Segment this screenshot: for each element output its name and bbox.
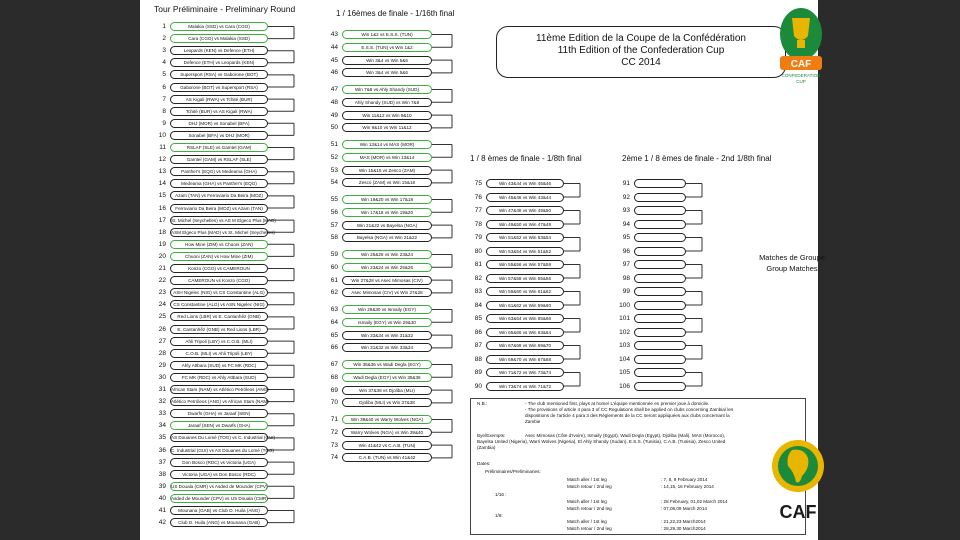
edition-title-box bbox=[496, 26, 786, 78]
r16b-match-box-number: 101 bbox=[619, 315, 630, 322]
r32-match-box-number: 65 bbox=[330, 331, 338, 339]
preliminary-match-box-number: 34 bbox=[158, 422, 166, 430]
preliminary-match-box: Gaborone (BOT) vs Supersport (RSA) bbox=[170, 83, 268, 92]
r16-match-box-number: 78 bbox=[474, 220, 482, 228]
preliminary-match-box-number: 1 bbox=[162, 23, 166, 30]
preliminary-match-box-number: 29 bbox=[158, 361, 166, 369]
r32-match-box-number: 71 bbox=[330, 416, 338, 423]
r32-match-box: Win 31&32 vs Win 33&34 bbox=[342, 343, 432, 352]
r16-match-box-number: 90 bbox=[474, 382, 482, 390]
r16b-empty-slot bbox=[634, 314, 686, 323]
preliminary-match-box: Chuoni (ZAN) vs How Mine (ZIM) bbox=[170, 252, 268, 261]
r32-match-box-number: 52 bbox=[330, 153, 338, 161]
r32-match-box: Wadi Degla (EGY) vs Win 35&36 bbox=[342, 373, 432, 382]
r32-match-box-number: 63 bbox=[330, 306, 338, 313]
r16b-empty-slot bbox=[634, 382, 686, 391]
r32-match-box-number: 58 bbox=[330, 234, 338, 242]
preliminary-match-box-number: 12 bbox=[158, 156, 166, 164]
preliminary-match-box-number: 32 bbox=[158, 398, 166, 406]
r16-match-box: Win 73&74 vs Win 71&72 bbox=[486, 382, 564, 391]
r16b-match-box-number: 105 bbox=[619, 369, 630, 376]
r16-match-box-number: 75 bbox=[474, 180, 482, 187]
r16-match-box: Win 59&60 vs Win 61&62 bbox=[486, 287, 564, 296]
preliminary-match-box: Ahli Tripoli (LBY) vs C.O.B. (MLI) bbox=[170, 337, 268, 346]
caf-confederation-cup-logo bbox=[778, 6, 824, 90]
preliminary-match-box-number: 4 bbox=[162, 59, 166, 67]
r32-match-box: Win 11&12 vs Win 9&10 bbox=[342, 111, 432, 120]
preliminary-match-box: Tchité (BUR) vs AS Kigali (RWA) bbox=[170, 107, 268, 116]
r16-match-box-number: 89 bbox=[474, 369, 482, 376]
r32-match-box-number: 46 bbox=[330, 69, 338, 77]
r16-match-box-number: 86 bbox=[474, 328, 482, 336]
preliminary-match-box: Ferroviario Da Beira (MOZ) vs Azam (TAN) bbox=[170, 204, 268, 213]
r32-match-box-number: 44 bbox=[330, 43, 338, 51]
r32-match-box: Win 25&26 vs Win 23&24 bbox=[342, 250, 432, 259]
r32-match-box-number: 59 bbox=[330, 251, 338, 258]
r32-match-box-number: 68 bbox=[330, 373, 338, 381]
preliminary-match-box: US Douala (CMR) vs Asded de Mounder (CPV) bbox=[171, 483, 268, 489]
r16b-empty-slot bbox=[634, 328, 686, 337]
r16-match-box: Win 69&70 vs Win 67&68 bbox=[486, 355, 564, 364]
r32-match-box: Win 41&42 vs C.A.B. (TUN) bbox=[342, 441, 432, 450]
preliminary-match-box: C.O.B. (MLI) vs Ahli Tripoli (LBY) bbox=[170, 349, 268, 358]
r32-match-box: MAS (MOR) vs Win 13&14 bbox=[342, 153, 432, 162]
r16b-match-box-number: 106 bbox=[619, 382, 630, 390]
r16-match-box: Win 61&62 vs Win 59&60 bbox=[486, 301, 564, 310]
r16b-match-box-number: 91 bbox=[622, 180, 630, 187]
logo-top-sub1: CONFEDERATION bbox=[781, 73, 821, 78]
r16b-empty-slot bbox=[634, 193, 686, 202]
preliminary-match-box: Gamtel (GAM) vs RSLAF (SLE) bbox=[170, 155, 268, 164]
bye-label: Bye/Exempts: bbox=[477, 433, 506, 438]
r16b-match-box-number: 102 bbox=[619, 328, 630, 336]
preliminary-match-box-number: 42 bbox=[158, 519, 166, 527]
r32-leg1-date: : 28 February, 01,02 March 2014 bbox=[661, 499, 728, 504]
bracket-sheet bbox=[140, 0, 825, 540]
r32-match-box-number: 61 bbox=[330, 276, 338, 284]
r32-match-box: Warry Wolves (NGA) vs Win 39&40 bbox=[342, 428, 432, 437]
r32-match-box-number: 54 bbox=[330, 179, 338, 187]
r16b-match-box-number: 92 bbox=[622, 193, 630, 201]
preliminary-match-box: C. Industrial (GUI) vs AS Douanes du Lomé (TOG) bbox=[171, 447, 275, 453]
preliminary-match-box-number: 40 bbox=[158, 494, 166, 502]
r16-leg2: Match retour / 2nd leg bbox=[567, 526, 612, 531]
preliminary-match-box: FC MK (RDC) vs Ahly Attbara (SUD) bbox=[170, 373, 268, 382]
r32-match-box-number: 67 bbox=[330, 361, 338, 368]
r32-leg2-date: : 07,08,09 March 2014 bbox=[661, 506, 707, 511]
r16b-empty-slot bbox=[634, 260, 686, 269]
preliminary-match-box: Ahly Attbara (SUD) vs FC MK (RDC) bbox=[170, 361, 268, 370]
r32-match-box: Win 29&30 vs Ismaily (EGY) bbox=[342, 305, 432, 314]
r16-match-box-number: 79 bbox=[474, 234, 482, 241]
nb-label: N.B.: bbox=[477, 401, 488, 406]
preliminary-match-box-number: 5 bbox=[162, 71, 166, 79]
title-line-english: 11th Edition of the Confederation Cup bbox=[557, 45, 725, 56]
r32-match-box: Ahly Shandy (SUD) vs Win 7&8 bbox=[342, 98, 432, 107]
preliminary-match-box-number: 26 bbox=[158, 325, 166, 333]
r16-match-box-number: 85 bbox=[474, 315, 482, 322]
preliminary-match-box: Supersport (RSA) vs Gaborone (BOT) bbox=[170, 70, 268, 79]
preliminary-match-box: Defence (ETH) vs Leopards (KEN) bbox=[170, 58, 268, 67]
r32-match-box-number: 43 bbox=[330, 31, 338, 38]
preliminary-match-box-number: 37 bbox=[158, 458, 166, 466]
r32-leg1: Match aller / 1st leg bbox=[567, 499, 607, 504]
logo-trophy-icon bbox=[792, 18, 810, 40]
r16-match-box: Win 47&48 vs Win 49&50 bbox=[486, 206, 564, 215]
preliminary-match-box: Konzo (CGO) vs CAMEROUN bbox=[170, 264, 268, 273]
r32-match-box: Bayelsa (NGA) vs Win 21&22 bbox=[342, 233, 432, 242]
r32-match-box-number: 56 bbox=[330, 208, 338, 216]
title-line-year: CC 2014 bbox=[621, 57, 661, 68]
group-matches-english: Group Matches bbox=[766, 264, 818, 273]
r32-header: 1 / 16èmes de finale - 1/16th final bbox=[336, 9, 455, 18]
r16-match-box-number: 82 bbox=[474, 274, 482, 282]
preliminary-match-box: CS Constantine (ALG) vs ASN Nigelec (NIG) bbox=[170, 300, 268, 309]
preliminary-match-box: Azam (TAN) vs Ferroviario Da Beira (MOZ) bbox=[170, 191, 268, 200]
r32-match-box: Win 39&40 vs Warry Wolves (NGA) bbox=[342, 415, 432, 424]
r16-match-box: Win 57&58 vs Win 55&56 bbox=[486, 274, 564, 283]
r32-match-box-number: 72 bbox=[330, 428, 338, 436]
preliminary-match-box: RSLAF (SLE) vs Gamtel (GAM) bbox=[170, 143, 268, 152]
preliminary-match-box: Club D. Huila (ANG) vs Mounana (GAB) bbox=[170, 518, 268, 527]
r32-match-box-number: 51 bbox=[330, 141, 338, 148]
r32-leg2: Match retour / 2nd leg bbox=[567, 506, 612, 511]
preliminary-match-box: Malakia (SSD) vs Cara (CGO) bbox=[170, 22, 268, 31]
title-line-french: 11ème Edition de la Coupe de la Confédération bbox=[536, 33, 746, 44]
dates-label: Dates: bbox=[477, 461, 491, 466]
preliminary-match-box-number: 11 bbox=[159, 144, 166, 151]
r32-match-box-number: 57 bbox=[330, 221, 338, 229]
r16-match-box-number: 84 bbox=[474, 301, 482, 309]
r16-match-box: Win 51&52 vs Win 53&54 bbox=[486, 233, 564, 242]
preliminary-match-box-number: 31 bbox=[158, 386, 166, 393]
preliminary-match-box: ASH Nigelec (NIG) vs CS Constantine (ALG) bbox=[170, 288, 268, 297]
r32-match-box: Zesco (ZAM) vs Win 15&16 bbox=[342, 178, 432, 187]
r32-match-box: Win 33&34 vs Win 31&32 bbox=[342, 331, 432, 340]
r32-match-box-number: 70 bbox=[330, 399, 338, 407]
r16-match-box: Win 65&66 vs Win 63&64 bbox=[486, 328, 564, 337]
r16-match-box: Win 67&68 vs Win 69&70 bbox=[486, 341, 564, 350]
preliminary-match-box-number: 17 bbox=[158, 216, 166, 224]
nb-line-1: - The club mentioned first, plays at home/ L'équipe mentionnée en premier joue à domicile. bbox=[525, 401, 710, 406]
r32-match-box: Win 7&8 vs Ahly Shandy (SUD) bbox=[342, 85, 432, 94]
preliminary-match-box-number: 21 bbox=[158, 265, 166, 272]
r32-match-box: Win 23&24 vs Win 25&26 bbox=[342, 263, 432, 272]
group-matches-label bbox=[752, 252, 832, 274]
preliminary-match-box-number: 9 bbox=[162, 119, 166, 127]
r32-dates-label: 1/16 : bbox=[495, 492, 507, 497]
r16b-empty-slot bbox=[634, 355, 686, 364]
preliminary-match-box: Mounana (GAB) vs Club D. Huila (ANG) bbox=[170, 506, 268, 515]
r32-match-box-number: 74 bbox=[330, 454, 338, 462]
preliminary-match-box-number: 35 bbox=[158, 434, 166, 442]
r32-match-box: Win 17&18 vs Win 19&20 bbox=[342, 208, 432, 217]
logo-bottom-caf-text: CAF bbox=[779, 502, 817, 522]
r16b-empty-slot bbox=[634, 220, 686, 229]
preliminary-match-box-number: 8 bbox=[162, 107, 166, 115]
preliminary-match-box: E. Cantanhêz (GNB) vs Red Lions (LBR) bbox=[170, 325, 268, 334]
r16-match-box-number: 81 bbox=[474, 261, 482, 268]
bye-line-1: Asec Mimosas (Côte d'Ivoire), Ismaily (Egypt), Wadi Degla (Egypt), Djoliba (Mali), MAS (Morocco), bbox=[525, 433, 726, 438]
r16b-empty-slot bbox=[634, 247, 686, 256]
preliminary-match-box-number: 2 bbox=[162, 35, 166, 43]
r16b-match-box-number: 93 bbox=[622, 207, 630, 214]
preliminary-match-box: St. Michel (Seychelles) vs AS M Elgeco Plus (MAD) bbox=[171, 217, 276, 223]
logo-top-sub2: CUP bbox=[796, 79, 806, 84]
nb-line-4: Zambie bbox=[525, 419, 541, 424]
preliminary-match-box: Don Bosco (RDC) vs Victoria (UGA) bbox=[170, 458, 268, 467]
r16-match-box-number: 80 bbox=[474, 247, 482, 255]
r16-leg1: Match aller / 1st leg bbox=[567, 519, 607, 524]
r16b-empty-slot bbox=[634, 287, 686, 296]
preliminary-match-box-number: 27 bbox=[158, 337, 166, 345]
preliminary-match-box-number: 33 bbox=[158, 410, 166, 418]
preliminary-match-box-number: 7 bbox=[162, 95, 166, 103]
nb-line-2: - The provisions of article 4 para 3 of CC Regulations shall be applied on clubs concerning Zambia/ les bbox=[525, 407, 734, 412]
r16-match-box: Win 63&64 vs Win 65&66 bbox=[486, 314, 564, 323]
r32-match-box: Win 13&14 vs MAS (MOR) bbox=[342, 140, 432, 149]
r16b-header: 2ème 1 / 8 èmes de finale - 2nd 1/8th final bbox=[622, 154, 772, 163]
preliminary-match-box-number: 20 bbox=[158, 252, 166, 260]
r16-match-box-number: 77 bbox=[474, 207, 482, 214]
preliminary-match-box-number: 16 bbox=[158, 204, 166, 212]
preliminary-match-box-number: 22 bbox=[158, 277, 166, 285]
preliminary-match-box: Medeama (GHA) vs Panther's (EQG) bbox=[170, 179, 268, 188]
r32-match-box-number: 45 bbox=[330, 56, 338, 64]
r32-match-box: Win 37&38 vs Djoliba (MLI) bbox=[342, 386, 432, 395]
r32-match-box-number: 73 bbox=[330, 441, 338, 449]
preliminary-match-box-number: 3 bbox=[162, 47, 166, 55]
r16b-match-box-number: 100 bbox=[619, 301, 630, 309]
r16b-match-box-number: 103 bbox=[619, 342, 630, 349]
bye-line-3: (Zambia) bbox=[477, 445, 496, 450]
r32-match-box-number: 48 bbox=[330, 98, 338, 106]
r16b-match-box-number: 99 bbox=[622, 288, 630, 295]
preliminary-match-box-number: 23 bbox=[158, 289, 166, 297]
preliminary-match-box: Jaraaf (SEN) vs Dwarfs (GHA) bbox=[170, 421, 268, 430]
r16-match-box-number: 76 bbox=[474, 193, 482, 201]
preliminary-match-box-number: 39 bbox=[158, 482, 166, 490]
preliminary-match-box-number: 38 bbox=[158, 470, 166, 478]
preliminary-match-box: Dwarfs (GHA) vs Jaraaf (SEN) bbox=[170, 409, 268, 418]
preliminary-match-box-number: 14 bbox=[158, 180, 166, 188]
r32-match-box: Djoliba (MLI) vs Win 37&38 bbox=[342, 398, 432, 407]
r32-match-box: C.A.B. (TUN) vs Win 41&42 bbox=[342, 453, 432, 462]
r32-match-box: Win 35&36 vs Wadi Degla (EGY) bbox=[342, 360, 432, 369]
r32-match-box: Ismaily (EGY) vs Win 29&30 bbox=[342, 318, 432, 327]
r32-match-box-number: 66 bbox=[330, 344, 338, 352]
r32-match-box: Win 3&4 vs Win 5&6 bbox=[342, 56, 432, 65]
r16b-match-box-number: 94 bbox=[622, 220, 630, 228]
preliminary-match-box: Victoria (UGA) vs Don Bosco (RDC) bbox=[170, 470, 268, 479]
preliminary-match-box: AS Douanes Du Lomé (TOG) vs C. Industrial (GUI) bbox=[171, 435, 276, 441]
r16-leg2-date: : 28,29,30 March2014 bbox=[661, 526, 706, 531]
preliminary-match-box: CAMEROUN vs Konzo (CGO) bbox=[170, 276, 268, 285]
r32-match-box: Win 9&10 vs Win 11&12 bbox=[342, 123, 432, 132]
r16b-match-box-number: 97 bbox=[622, 261, 630, 268]
r32-match-box: Win 15&16 vs Zesco (ZAM) bbox=[342, 166, 432, 175]
r16-header: 1 / 8 èmes de finale - 1/8th final bbox=[470, 154, 582, 163]
preliminary-match-box: How Mine (ZIM) vs Chuoni (ZAN) bbox=[170, 240, 268, 249]
preliminary-match-box-number: 10 bbox=[158, 131, 166, 139]
r16b-match-box-number: 96 bbox=[622, 247, 630, 255]
preliminary-match-box-number: 13 bbox=[158, 168, 166, 176]
preliminary-match-box: Panther's (EQG) vs Medeama (GHA) bbox=[170, 167, 268, 176]
r16-match-box: Win 53&54 vs Win 51&52 bbox=[486, 247, 564, 256]
r16b-empty-slot bbox=[634, 206, 686, 215]
r16b-empty-slot bbox=[634, 233, 686, 242]
r16b-empty-slot bbox=[634, 274, 686, 283]
prelim-leg2-date: : 14,15, 16 February 2014 bbox=[661, 484, 714, 489]
r32-match-box: Asec Mimosas (CIV) vs Win 27&28 bbox=[342, 288, 432, 297]
r16-match-box: Win 55&56 vs Win 57&58 bbox=[486, 260, 564, 269]
r32-match-box: E.S.S. (TUN) vs Win 1&2 bbox=[342, 43, 432, 52]
preliminary-match-box-number: 30 bbox=[158, 373, 166, 381]
r32-match-box: Win 27&28 vs Asec Mimosas (CIV) bbox=[342, 276, 432, 285]
prelim-leg2: Match retour / 2nd leg bbox=[567, 484, 612, 489]
r32-match-box: Win 3&4 vs Win 5&6 bbox=[342, 68, 432, 77]
preliminary-match-box-number: 41 bbox=[158, 507, 166, 514]
caf-logo bbox=[770, 432, 826, 532]
r32-match-box: Win 19&20 vs Win 17&18 bbox=[342, 195, 432, 204]
preliminary-match-box: Red Lions (LBR) vs E. Cantanhêz (GNB) bbox=[170, 312, 268, 321]
preliminary-match-box: Cara (CGO) vs Malakia (SSD) bbox=[170, 34, 268, 43]
r16b-empty-slot bbox=[634, 301, 686, 310]
preliminary-match-box-number: 19 bbox=[158, 240, 166, 248]
prelim-leg1: Match aller / 1st leg bbox=[567, 477, 607, 482]
r16b-empty-slot bbox=[634, 341, 686, 350]
r32-match-box: Win 1&2 vs E.S.S. (TUN) bbox=[342, 30, 432, 39]
preliminary-match-box: AS Kigali (RWA) vs Tchité (BUR) bbox=[170, 95, 268, 104]
preliminary-match-box-number: 25 bbox=[158, 313, 166, 321]
preliminary-match-box: Leopards (KEN) vs Defence (ETH) bbox=[170, 46, 268, 55]
group-matches-french: Matches de Groupe bbox=[759, 253, 825, 262]
preliminary-match-box: Atlético Petróleos (ANG) vs African Stars (NAM) bbox=[171, 399, 269, 405]
notes-box bbox=[470, 398, 806, 535]
r16-dates-label: 1/8: bbox=[495, 513, 503, 518]
r32-match-box-number: 50 bbox=[330, 124, 338, 132]
r16b-empty-slot bbox=[634, 368, 686, 377]
r32-match-box-number: 53 bbox=[330, 166, 338, 174]
r16-match-box: Win 43&44 vs Win 45&46 bbox=[486, 179, 564, 188]
r32-match-box-number: 60 bbox=[330, 263, 338, 271]
preliminary-match-box-number: 15 bbox=[158, 192, 166, 200]
r16b-match-box-number: 104 bbox=[619, 355, 630, 363]
preliminary-match-box-number: 36 bbox=[158, 446, 166, 454]
r16b-match-box-number: 95 bbox=[622, 234, 630, 241]
r16-match-box-number: 87 bbox=[474, 342, 482, 349]
preliminary-match-box: African Stars (NAM) vs Atlético Petróleos (ANG) bbox=[171, 387, 269, 392]
r32-match-box-number: 64 bbox=[330, 318, 338, 326]
r32-match-box: Win 21&22 vs Bayelsa (NGA) bbox=[342, 221, 432, 230]
r32-match-box-number: 69 bbox=[330, 386, 338, 394]
logo-trophy-base-icon bbox=[797, 40, 805, 48]
r16-match-box-number: 83 bbox=[474, 288, 482, 295]
r32-match-box-number: 49 bbox=[330, 111, 338, 119]
r16b-empty-slot bbox=[634, 179, 686, 188]
nb-line-3: dispositions de l'article 4 para 3 des Règlements de la CC seront appliquées aux clubs concernant la bbox=[525, 413, 730, 418]
r16-match-box: Win 45&46 vs Win 43&44 bbox=[486, 193, 564, 202]
preliminary-match-box-number: 6 bbox=[162, 83, 166, 91]
r16b-match-box-number: 98 bbox=[622, 274, 630, 282]
preliminary-match-box: Sonabel (BFA) vs DHJ (MOR) bbox=[170, 131, 268, 140]
logo-top-caf-text: CAF bbox=[790, 59, 812, 70]
preliminary-match-box-number: 24 bbox=[158, 301, 166, 309]
prelim-dates-label: Préliminaires/Preliminaries: bbox=[485, 469, 541, 474]
r16-match-box: Win 49&50 vs Win 47&48 bbox=[486, 220, 564, 229]
r32-match-box-number: 62 bbox=[330, 289, 338, 297]
r32-match-box-number: 55 bbox=[330, 196, 338, 203]
r16-leg1-date: : 21,22,23 March2014 bbox=[661, 519, 706, 524]
preliminary-match-box-number: 28 bbox=[158, 349, 166, 357]
preliminary-match-box-number: 18 bbox=[158, 228, 166, 236]
preliminary-round-header: Tour Préliminaire - Preliminary Round bbox=[154, 4, 296, 14]
prelim-leg1-date: : 7, 8, 9 February 2014 bbox=[661, 477, 708, 482]
preliminary-match-box: Asded de Mounder (CPV) vs US Douala (CMR) bbox=[171, 495, 268, 501]
r16-match-box: Win 71&72 vs Win 73&74 bbox=[486, 368, 564, 377]
preliminary-match-box: ASM Elgeco Plus (MAD) vs St. Michel (Seychelles) bbox=[171, 229, 275, 235]
r16-match-box-number: 88 bbox=[474, 355, 482, 363]
bye-line-2: Bayelsa United (Nigeria), Warri Wolves (Nigeria), El Ahly Shandy (Sudan), E.S.S. (Tunisia), C.A.B. (Tunisia), Zesco United bbox=[477, 439, 726, 444]
preliminary-match-box: DHJ (MOR) vs Sonabel (BFA) bbox=[170, 119, 268, 128]
r32-match-box-number: 47 bbox=[330, 86, 338, 93]
